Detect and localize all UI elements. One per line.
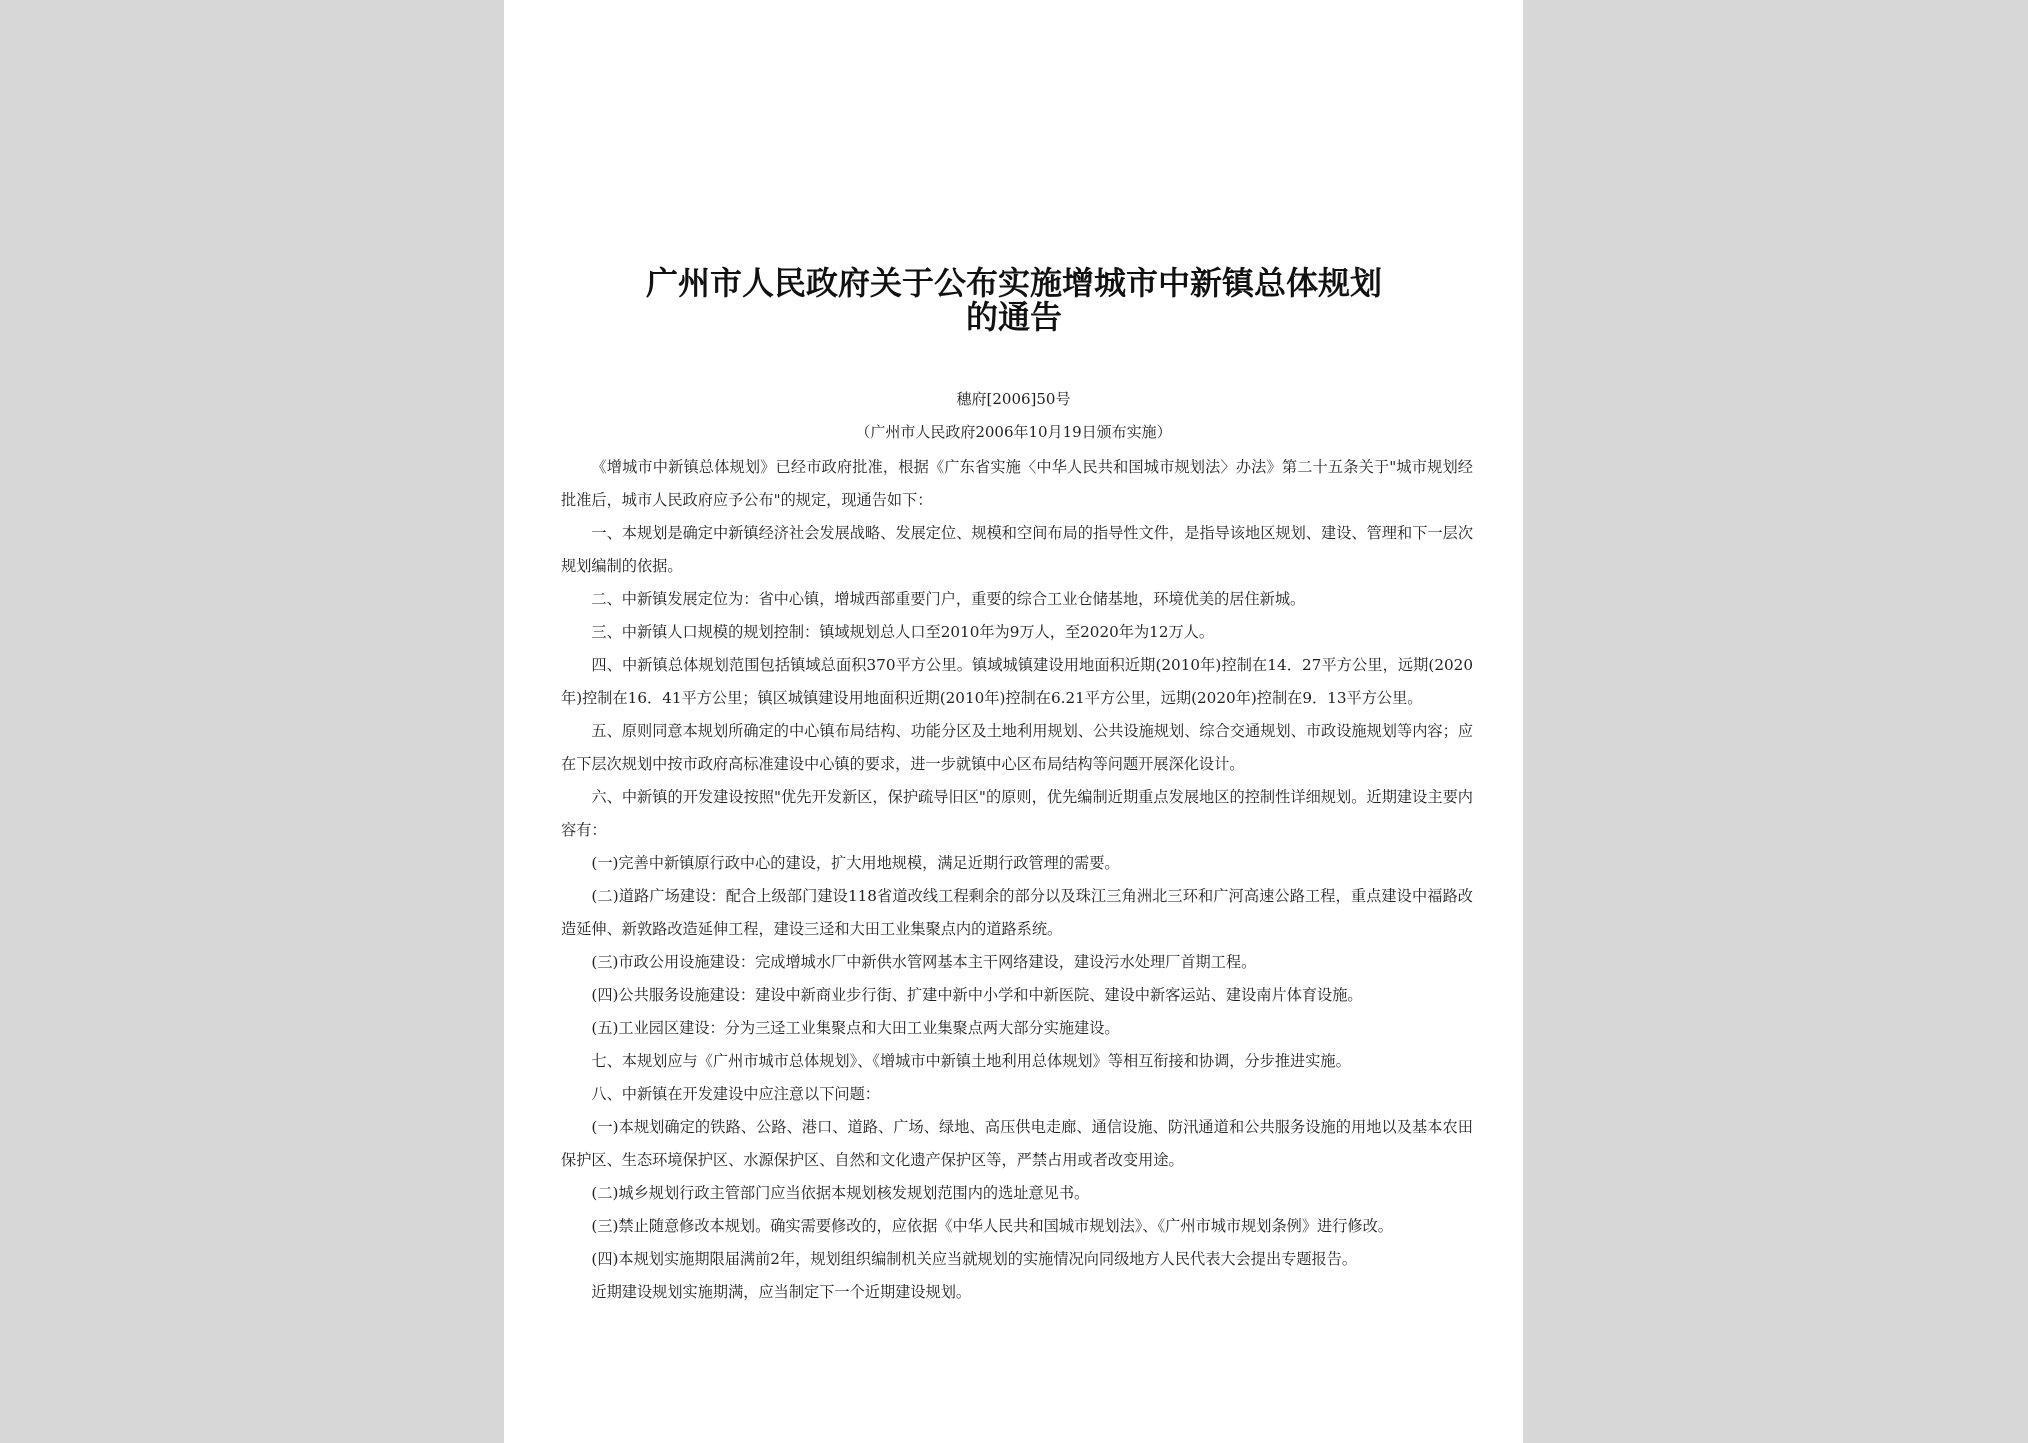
paragraph: (四)公共服务设施建设：建设中新商业步行街、扩建中新中小学和中新医院、建设中新客运站、建设南片体育设施。 bbox=[591, 986, 1363, 1004]
document-body bbox=[561, 451, 1473, 1309]
promulgation-note: （广州市人民政府2006年10月19日颁布实施） bbox=[855, 423, 1172, 441]
paragraph: 《增城市中新镇总体规划》已经市政府批准，根据《广东省实施〈中华人民共和国城市规划法〉办法》第二十五条关于"城市规划经批准后，城市人民政府应予公布"的规定，现通告如下： bbox=[561, 458, 1473, 509]
paragraph: (一)完善中新镇原行政中心的建设，扩大用地规模，满足近期行政管理的需要。 bbox=[591, 854, 1120, 872]
paragraph: 五、原则同意本规划所确定的中心镇布局结构、功能分区及土地利用规划、公共设施规划、综合交通规划、市政设施规划等内容；应在下层次规划中按市政府高标准建设中心镇的要求，进一步就镇中心区布局结构等问题开展深化设计。 bbox=[561, 722, 1473, 773]
document-page bbox=[504, 0, 1523, 1443]
paragraph: (四)本规划实施期限届满前2年，规划组织编制机关应当就规划的实施情况向同级地方人民代表大会提出专题报告。 bbox=[591, 1250, 1358, 1268]
paragraph: 二、中新镇发展定位为：省中心镇，增城西部重要门户，重要的综合工业仓储基地，环境优美的居住新城。 bbox=[591, 590, 1306, 608]
paragraph: (一)本规划确定的铁路、公路、港口、道路、广场、绿地、高压供电走廊、通信设施、防汛通道和公共服务设施的用地以及基本农田保护区、生态环境保护区、水源保护区、自然和文化遗产保护区等，严禁占用或者改变用途。 bbox=[561, 1118, 1473, 1169]
paragraph: (五)工业园区建设：分为三迳工业集聚点和大田工业集聚点两大部分实施建设。 bbox=[591, 1019, 1120, 1037]
paragraph: (三)市政公用设施建设：完成增城水厂中新供水管网基本主干网络建设，建设污水处理厂首期工程。 bbox=[591, 953, 1257, 971]
paragraph: 八、中新镇在开发建设中应注意以下问题： bbox=[591, 1085, 880, 1103]
paragraph: 六、中新镇的开发建设按照"优先开发新区，保护疏导旧区"的原则，优先编制近期重点发展地区的控制性详细规划。近期建设主要内容有： bbox=[561, 788, 1473, 839]
paragraph: 三、中新镇人口规模的规划控制：镇域规划总人口至2010年为9万人，至2020年为12万人。 bbox=[591, 623, 1215, 641]
paragraph: (二)道路广场建设：配合上级部门建设118省道改线工程剩余的部分以及珠江三角洲北三环和广河高速公路工程，重点建设中福路改造延伸、新敦路改造延伸工程，建设三迳和大田工业集聚点内的道路系统。 bbox=[561, 887, 1473, 938]
document-title-line-1: 广州市人民政府关于公布实施增城市中新镇总体规划 bbox=[645, 264, 1382, 302]
paragraph: 一、本规划是确定中新镇经济社会发展战略、发展定位、规模和空间布局的指导性文件，是指导该地区规划、建设、管理和下一层次规划编制的依据。 bbox=[561, 524, 1473, 575]
document-title-line-2: 的通告 bbox=[965, 298, 1062, 336]
paragraph: (二)城乡规划行政主管部门应当依据本规划核发规划范围内的选址意见书。 bbox=[591, 1184, 1090, 1202]
paragraph: 四、中新镇总体规划范围包括镇域总面积370平方公里。镇域城镇建设用地面积近期(2010年)控制在14．27平方公里，远期(2020年)控制在16．41平方公里；镇区城镇建设用地面积近期(2010年)控制在6.21平方公里，远期(2020年)控制在9．13平方公里。 bbox=[561, 656, 1473, 707]
paragraph: 七、本规划应与《广州市城市总体规划》、《增城市中新镇土地利用总体规划》等相互衔接和协调，分步推进实施。 bbox=[591, 1052, 1351, 1070]
document-number: 穗府[2006]50号 bbox=[956, 390, 1071, 408]
paragraph: (三)禁止随意修改本规划。确实需要修改的，应依据《中华人民共和国城市规划法》、《广州市城市规划条例》进行修改。 bbox=[591, 1217, 1393, 1235]
paragraph: 近期建设规划实施期满，应当制定下一个近期建设规划。 bbox=[591, 1283, 972, 1301]
